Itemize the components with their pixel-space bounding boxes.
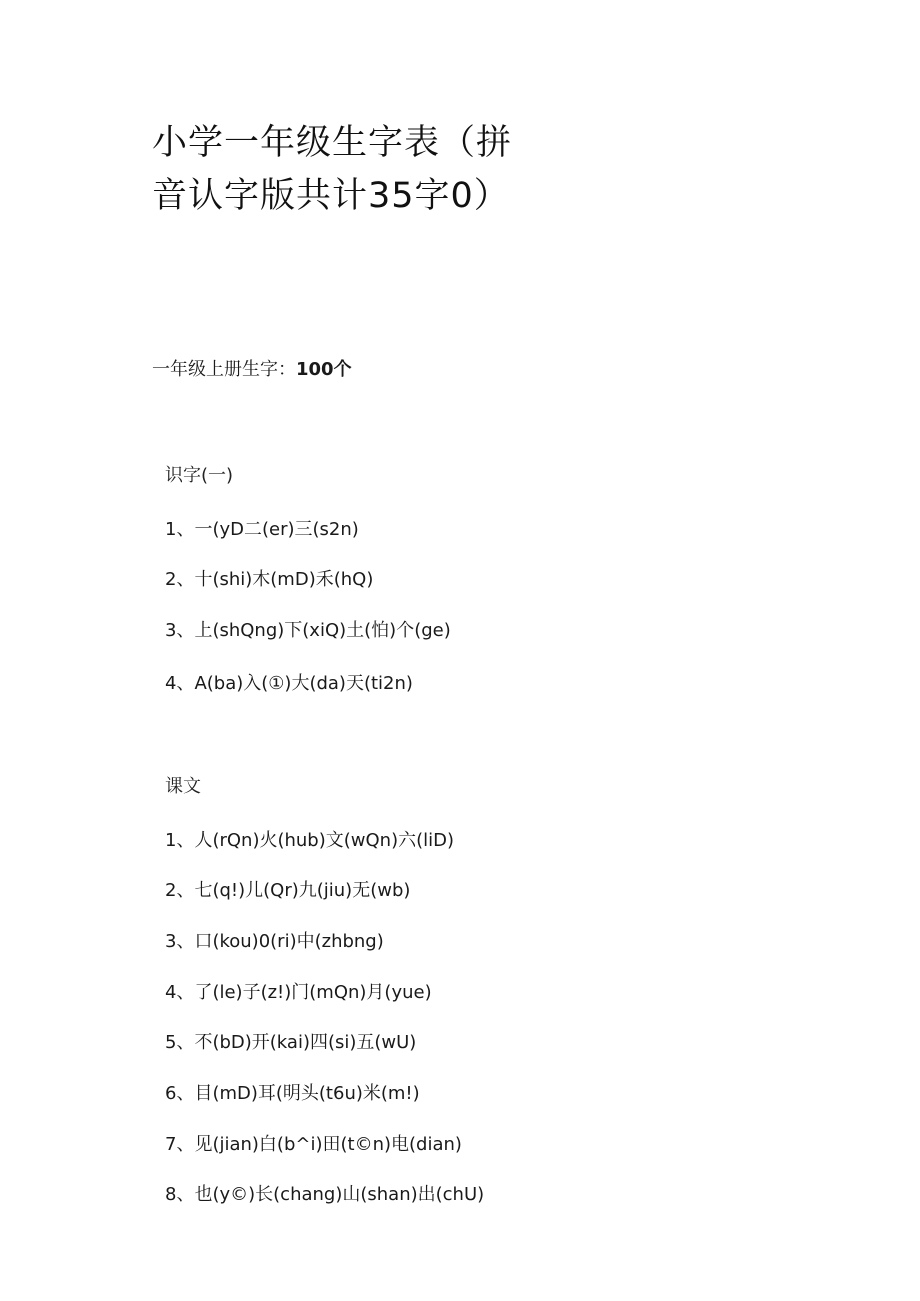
list-item: 4、A(ba)入(①)大(da)天(ti2n) bbox=[165, 673, 413, 694]
list-item: 5、不(bD)开(kai)四(si)五(wU) bbox=[165, 1032, 417, 1053]
list-item: 1、一(yD二(er)三(s2n) bbox=[165, 519, 359, 540]
list-item: 7、见(jian)白(b^i)田(t©n)电(dian) bbox=[165, 1134, 462, 1155]
page-title bbox=[152, 117, 572, 223]
list-item: 4、了(le)子(z!)门(mQn)月(yue) bbox=[165, 982, 432, 1003]
list-item: 2、七(q!)儿(Qr)九(jiu)无(wb) bbox=[165, 880, 411, 901]
list-item: 3、口(kou)0(ri)中(zhbng) bbox=[165, 931, 384, 952]
list-item: 3、上(shQng)下(xiQ)土(怕)个(ge) bbox=[165, 620, 451, 641]
list-item: 8、也(y©)长(chang)山(shan)出(chU) bbox=[165, 1184, 485, 1205]
list-item: 6、目(mD)耳(明头(t6u)米(m!) bbox=[165, 1083, 420, 1104]
section-heading-shizi: 识字(一) bbox=[165, 465, 234, 486]
list-item: 2、十(shi)木(mD)禾(hQ) bbox=[165, 569, 374, 590]
list-item: 1、人(rQn)火(hub)文(wQn)六(liD) bbox=[165, 830, 455, 851]
grade-summary-count: 100个 bbox=[296, 359, 352, 380]
grade-summary-label: 一年级上册生字： bbox=[152, 359, 296, 380]
title-line-1: 小学一年级生字表（拼 bbox=[152, 123, 513, 164]
grade-summary bbox=[152, 357, 352, 383]
title-line-2: 音认字版共计35字0） bbox=[152, 176, 510, 217]
section-heading-kewen: 课文 bbox=[165, 776, 201, 797]
